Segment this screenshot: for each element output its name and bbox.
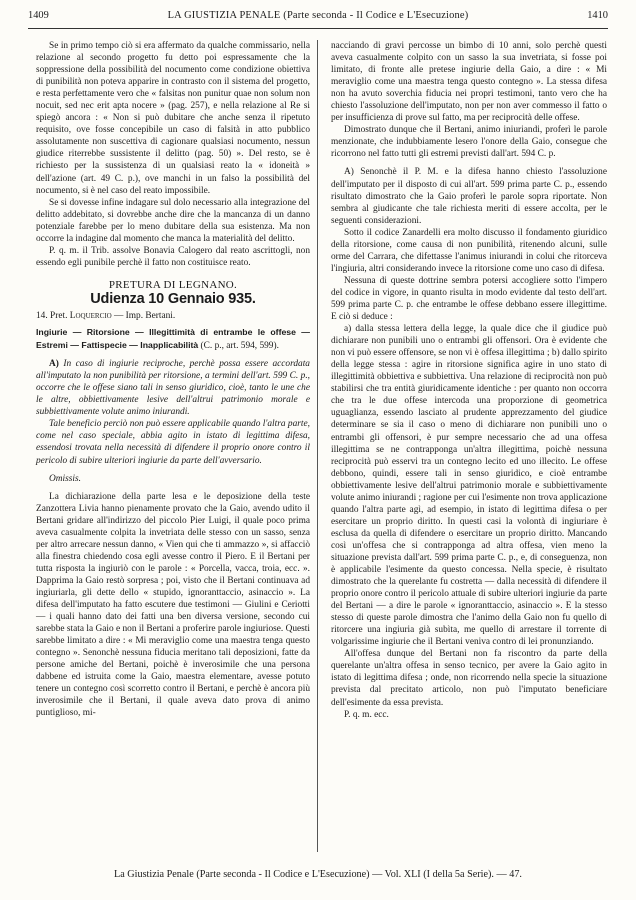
case-keywords — [36, 326, 310, 352]
header-rule — [28, 28, 608, 29]
maxim-continuation: Tale beneficio perciò non può essere applicabile quando l'altra parte, come nel caso speciale, abbia agito in istato di legittima difesa, essendosi trovata nella necessità di difendere il proprio onore contro il pericolo di subire ulteriori ingiurie da parte dell'avversario. — [36, 419, 310, 466]
page-number-left: 1409 — [28, 10, 49, 21]
paragraph: nacciando di gravi percosse un bimbo di 10 anni, solo perchè questi aveva casualmente colpito con un sasso la sua invetriata, si fosse poi limitato, di fronte alle pretese ingiurie della Gaio, a dire : « Mi meraviglio come una maestra tenga questo contegno ». La stessa difesa non ha avuto soverchia fiducia nei propri testimoni, tanto vero che ha chiesto l'assoluzione dell'imputato, non per non aver commesso il fatto o per insufficienza di prove sul fatto, ma per reciprocità delle offese. — [331, 41, 607, 124]
maxim-text: In caso di ingiurie reciproche, perchè possa essere accordata all'imputato la non punibilità per ritorsione, a termini dell'art. 599 C. p., occorre che le offese siano tali in senso giuridico, cioè, tanto le une che le altre, obbiettivamente lesive dell'altrui patrimonio morale e subbiettivamente volute animo iniurandi. — [36, 359, 310, 418]
left-column — [36, 40, 310, 719]
judge-name: Loquercio — [69, 310, 112, 321]
running-header — [28, 10, 608, 26]
paragraph: Dimostrato dunque che il Bertani, animo iniuriandi, proferì le parole menzionate, che indubbiamente lesero l'onore della Gaio, consegue che ricorrono nel fatto tutti gli estremi previsti dall'art. 594 C. p. — [331, 125, 607, 160]
running-footer: La Giustizia Penale (Parte seconda - Il Codice e L'Esecuzione) — Vol. XLI (I della 5a Serie). — 47. — [114, 869, 522, 880]
paragraph: Nessuna di queste dottrine sembra potersi accogliere sotto l'impero del codice in vigore, in quanto risulta in modo evidente dal testo dell'art. 599 prima parte C. p. che entrambe le offese debbano essere illegittime. E ciò si deduce : — [331, 275, 607, 323]
right-column — [331, 40, 607, 721]
case-number: 14. Pret. — [36, 310, 70, 321]
paragraph: Se si dovesse infine indagare sul dolo necessario alla integrazione del delitto addebitato, si dovrebbe anche dire che la mancanza di un danno potenziale farebbe per lo meno dubitare della sua esistenza. Ma non occorre la indagine dal momento che manca la materialità del delitto. — [36, 197, 310, 244]
paragraph: P. q. m. ecc. — [344, 709, 389, 720]
court-heading: PRETURA DI LEGNANO. — [108, 278, 238, 291]
paragraph: La dichiarazione della parte lesa e le deposizione della teste Zanzottera Livia hanno pienamente provato che la Gaio, avendo udito il Bertani gridare all'indirizzo del piccolo Pier Luigi, il quale poco prima aveva casualmente colpita la invetriata delle stesso con un sasso, senza per altro arrecare nessun danno, « Vien qui che ti ammazzo », si affacciò alla finestra chiedendo cosa egli avesse contro il Piero. E il Bertani per tutta risposta la ingiuriò con le parole : « Porcella, vacca, troia, ecc. ». Dapprima la Gaio restò sorpresa ; poi, visto che il Bertani continuava ad ingiuriarla, gli dette dello « stupido, ignoranttaccio, asinaccio ». La difesa dell'imputato ha fatto escutere due testimoni — Giulini e Ceriotti — i quali hanno dato dei fatti una ben diversa versione, secondo cui sarebbe stata la Gaio e non il Bertani a proferire parole ingiuriose. Questi sarebbe limitato a dire : « Mi meraviglio come una maestra tenga questo contegno ». Senonchè nessuna fiducia meritano tali deposizioni, fatte da persone amiche del Bertani, poichè è inverosimile che una persona dabbene ed istruita come la Gaio, maestra elementare, avesse potuto tenere un contegno così scorretto contro il Bertani, e perchè è ancora più inverosimile che il Bertani, il quale aveva dato prova di animo puntiglioso, mi- — [36, 491, 310, 719]
paragraph: Sotto il codice Zanardelli era molto discusso il fondamento giuridico della ritorsione, come causa di non punibilità, ritenendo alcuni, sulle orme del Carrara, che difettasse l'animus iniurandi in colui che ritorceva l'ingiuria, altri considerando invece la ritorsione come uno caso di difesa. — [331, 227, 607, 274]
omissis: Omissis. — [49, 473, 81, 484]
case-parties: — Imp. Bertani. — [111, 310, 176, 321]
case-line — [36, 310, 310, 322]
hearing-date: Udienza 10 Gennaio 935. — [90, 290, 256, 307]
page-number-right: 1410 — [587, 10, 608, 21]
paragraph: P. q. m. il Trib. assolve Bonavia Calogero dal reato ascrittogli, non essendo egli punibile perchè il fatto non costituisce reato. — [36, 245, 310, 268]
keywords-bold: Ingiurie — Ritorsione — Illegittimità di entrambe le offese — Estremi — Fattispecie — Inapplicabilità — [36, 327, 310, 351]
paragraph: All'offesa dunque del Bertani non fa riscontro da parte della querelante un'altra offesa in senso tecnico, per avere la Gaio agito in istato di legittima difesa ; onde, non ricorrendo nella specie la situazione prevista dal precitato articolo, non può l'imputato beneficiare dell'esimente da essa prevista. — [331, 649, 607, 708]
column-divider — [317, 40, 318, 852]
paragraph: A) Senonchè il P. M. e la difesa hanno chiesto l'assoluzione dell'imputato per il disposto di cui all'art. 599 prima parte C. p., essendo risultato dimostrato che la Gaio proferì le parole sopra riportate. Non sembra al giudicante che tale richiesta meriti di essere accolta, per le seguenti considerazioni. — [331, 167, 607, 226]
paragraph: a) dalla stessa lettera della legge, la quale dice che il giudice può dichiarare non punibili uno o entrambi gli offensori. Ora è evidente che non vi può essere offensore, se non vi è offesa illegittima ; b) dallo spirito della legge stessa : agire in ritorsione significa agire in uno stato di illegittimità obbiettiva e subbiettiva. Una relazione di reciprocità non può stabilirsi che tra entità giuridicamente identiche : per quanto non occorra che tra le due offese intercoda una proporzione di geometrica uguaglianza, essendo lasciato al prudente apprezzamento del giudice determinare se sia il caso o meno di dichiarare non punibili uno o entrambi gli offensori, è pur sempre necessario che ad una offesa illegittima se ne contrapponga un'altra illegittima, poichè nessuna reciprocità può esservi tra un contegno lecito ed uno illecito. Le offese debbono, quindi, essere tali in senso giuridico, e cioè entrambe obbiettivamente lesive dell'altrui patrimonio morale e subbiettivamente volute animo iniurandi ; ragione per cui l'esimente non trova applicazione quando l'altra parte agì, ad esempio, in istato di legittima difesa o per esercitare un proprio diritto. In questi casi la volontà di ingiuriare è esclusa da quella di difendere o esercitare un proprio diritto. Mancando così un'offesa che si contrapponga ad altra offesa, vien meno la situazione prevista dall'art. 599 prima parte C. p., e, di conseguenza, non è applicabile l'esimente da questo concessa. Nella specie, è risultato dimostrato che la querelante fu costretta — dalla necessità di difendere il proprio onore contro il pericolo attuale di subire ulteriori ingiurie da parte del Bertani — a dire le parole « ignoranttaccio, asinaccio ». E la stesso stesso di queste parole dimostra che l'animo della Gaio non fu quello di ritorcere una ingiuria già subìta, me quello di arrestare il torrente di volgarissime ingiurie che il Bertani veniva contro di lei pronunziando. — [331, 324, 607, 648]
maxim-label: A) — [49, 359, 59, 370]
keywords-ref: (C. p., art. 594, 599). — [198, 341, 279, 352]
journal-title: LA GIUSTIZIA PENALE (Parte seconda - Il Codice e L'Esecuzione) — [167, 10, 469, 21]
paragraph: Se in primo tempo ciò si era affermato da qualche commissario, nella relazione al secondo progetto fu detto poi espressamente che la soppressione della possibilità del nocumento come condizione obiettiva di punibilità non poteva apparire in contrasto con il sistema del progetto, e resta perfettamente vero che « falsitas non punitur quae non solum non nocuit, sed nec erit apta nocere » (pag. 257), e nella relazione al Re si spiegò ancora : « Non si può dubitare che anche senza il ripetuto requisito, ove fosse concepibile un caso di falsità in atto pubblico assolutamente non suscettiva di cagionare qualsiasi nocumento, nessun giudice riterrebbe sussistente il delitto (pag. 50) ». Del resto, se è richiesto per la sussistenza di un qualsiasi reato la « idoneità » dell'azione (art. 49 C. p.), ove manchi in un falso la possibilità del nocumento, si è nel caso del reato impossibile. — [36, 41, 310, 196]
maxim-a — [36, 358, 310, 418]
